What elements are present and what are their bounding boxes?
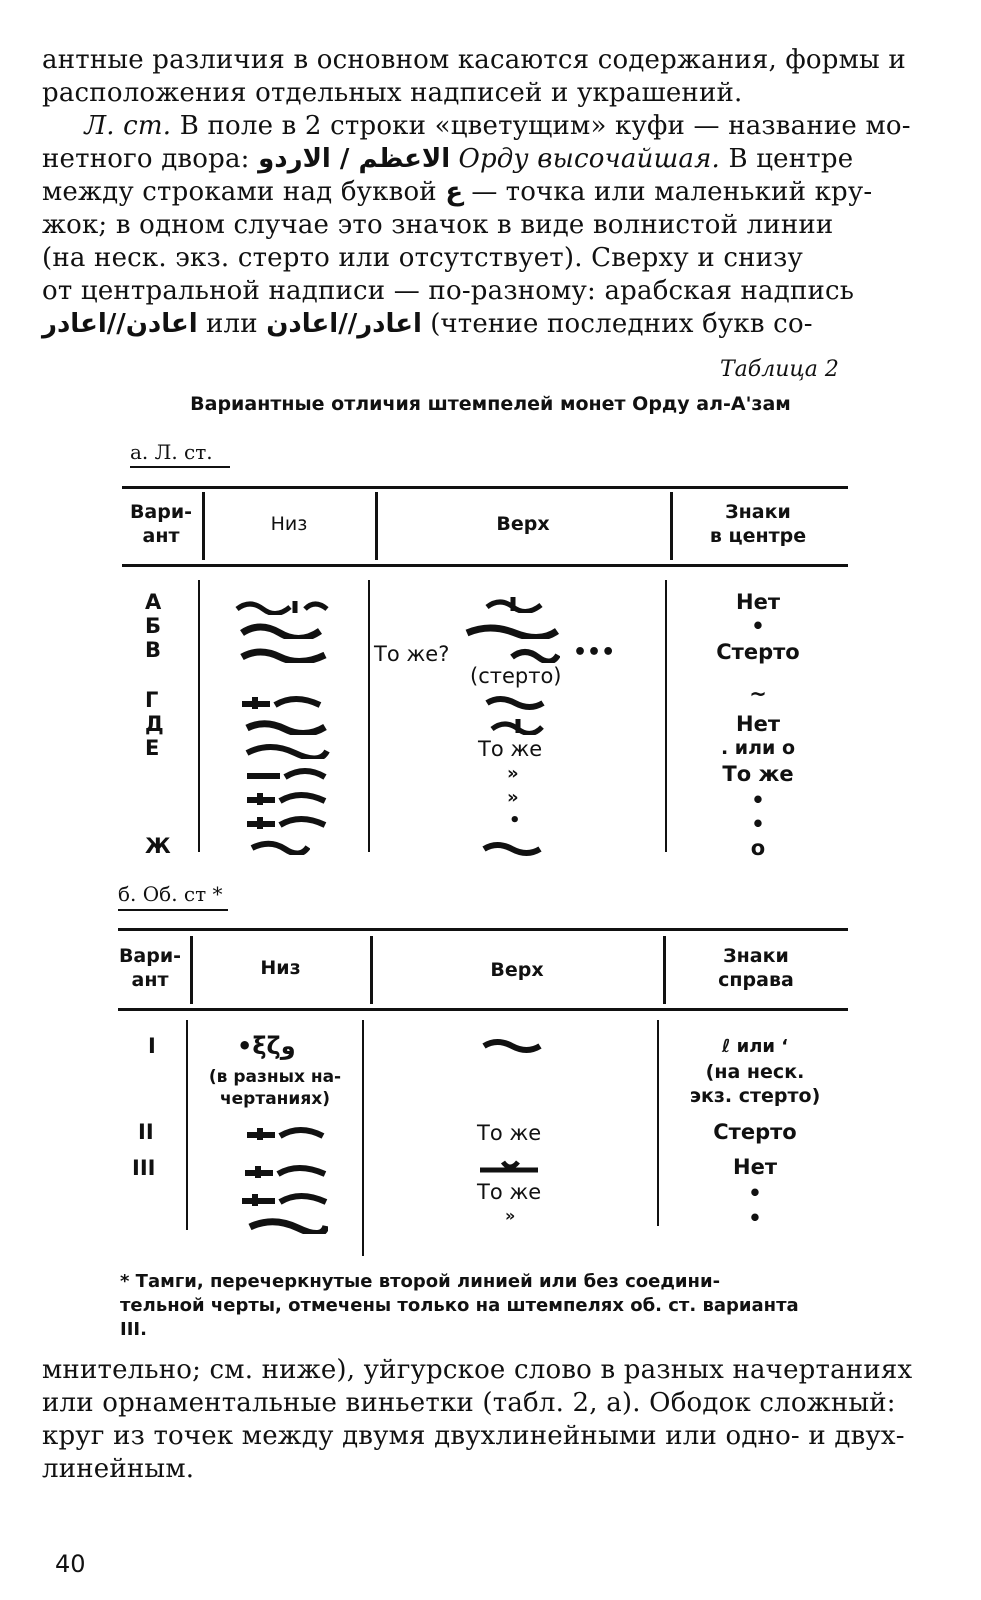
right-value: • (748, 1206, 762, 1230)
vignette-glyph-icon (485, 693, 545, 709)
label-underline (130, 466, 230, 468)
text-line: антные различия в основном касаются содержания, формы и (42, 45, 906, 75)
right-value: ℓ или ‘ (721, 1036, 789, 1057)
right-value: Стерто (713, 1120, 797, 1144)
same-mark: То же (477, 1121, 542, 1145)
text-span: или (197, 309, 267, 339)
vignette-glyph-icon (490, 717, 545, 733)
center-value: Нет (736, 712, 780, 736)
variant-d: Д (145, 712, 164, 736)
tamga-glyph-icon (245, 789, 330, 805)
text-line: (на неск. экз. стерто или отсутствует). Сверху и снизу (42, 243, 804, 273)
vignette-glyph-icon (510, 645, 560, 661)
table-a-header-rule (122, 564, 848, 567)
tamga-glyph-icon (245, 741, 330, 757)
arabic-inscription-2: اعادر//اعادن (266, 309, 422, 339)
text-line (42, 176, 922, 209)
ditto-mark: » (507, 787, 519, 808)
variant-iii: III (132, 1156, 156, 1180)
variant-a: А (145, 590, 162, 614)
arabic-mint-name: الاعظم / الاردو (258, 144, 451, 174)
center-value: • (751, 614, 765, 638)
vignette-glyph-icon (482, 839, 542, 855)
variant-ii: II (138, 1120, 154, 1144)
vignette-glyph-icon (478, 1158, 543, 1174)
arabic-letter: ع (445, 177, 464, 207)
arabic-inscription-1: اعادن//اعادر (42, 309, 198, 339)
label-underline (118, 909, 228, 911)
text-span: (чтение последних букв со- (421, 309, 813, 339)
ditto-mark: » (505, 1206, 516, 1225)
text-line: от центральной надписи — по-разному: арабская надпись (42, 276, 855, 306)
variant-e: Е (145, 736, 160, 760)
tamga-glyph-icon (245, 765, 330, 781)
same-mark: То же (477, 1180, 542, 1204)
center-value: То же (722, 762, 794, 786)
text-line: или орнаментальные виньетки (табл. 2, а). Ободок сложный: (42, 1388, 896, 1418)
text-span: — точка или маленький кру- (463, 177, 873, 207)
inscription-glyph-icon (235, 597, 330, 613)
tamga-glyph-icon (240, 1190, 330, 1206)
text-line (42, 143, 922, 176)
text-span: нетного двора: (42, 144, 259, 174)
text-line: линейным. (42, 1454, 195, 1484)
section-label-a: а. Л. ст. (130, 440, 213, 464)
column-divider (198, 580, 200, 852)
section-label-b: б. Об. ст * (118, 882, 223, 906)
vignette-glyph-icon (482, 1036, 542, 1052)
variant-g: Г (145, 688, 159, 712)
tamga-glyph-icon (245, 813, 330, 829)
text-line (42, 308, 922, 341)
ditto-mark: • (509, 810, 521, 831)
vignette-glyph-icon (485, 595, 545, 611)
inscription-glyph-icon (240, 621, 330, 637)
tamga-glyph-icon (240, 693, 325, 709)
column-divider (657, 1020, 659, 1226)
header-right: Знаки справа (718, 945, 794, 991)
variant-v: В (145, 638, 162, 662)
tamga-glyph-icon (250, 837, 310, 853)
paragraph-continuation (42, 1354, 922, 1486)
inscription-glyph-icon (465, 621, 560, 637)
text-line: мнительно; см. ниже), уйгурское слово в разных начертаниях (42, 1355, 913, 1385)
text-line (42, 110, 922, 143)
ditto-mark: » (507, 763, 519, 784)
header-variant: Вари- ант (118, 945, 182, 991)
same-mark: То же (478, 737, 543, 761)
bottom-note: (в разных на- чертаниях) (208, 1067, 342, 1109)
table-b-header-rule (118, 1008, 848, 1011)
tamga-glyph-icon (245, 717, 330, 733)
erased-note: (стерто) (470, 664, 562, 688)
center-value: • (751, 812, 765, 836)
header-top: Верх (490, 959, 544, 981)
right-value: Нет (733, 1155, 777, 1179)
header-bottom: Низ (260, 957, 301, 979)
right-value: • (748, 1181, 762, 1205)
text-span: В поле в 2 строки «цветущим» куфи — название мо- (171, 111, 911, 141)
header-center: Знаки в центре (709, 501, 807, 547)
bottom-inscription: •ξζو (237, 1032, 296, 1060)
table-a-top-rule (122, 486, 848, 489)
center-value: Нет (736, 590, 780, 614)
column-divider (186, 1020, 188, 1230)
variant-b: Б (145, 614, 162, 638)
variant-zh: Ж (145, 834, 171, 858)
column-divider (362, 1020, 364, 1256)
ellipsis-mark: ••• (573, 640, 616, 665)
mint-translation: Орду высочайшая. (450, 144, 720, 174)
same-question: То же? (374, 642, 450, 666)
paragraph-intro (42, 44, 922, 341)
center-value: Стерто (716, 640, 800, 664)
text-span: между строками над буквой (42, 177, 446, 207)
table-footnote: * Тамги, перечеркнутые второй линией или без соедини- тельной черты, отмечены только на штемпелях об. ст. варианта III. (120, 1271, 799, 1340)
header-top: Верх (496, 513, 550, 535)
text-span: В центре (720, 144, 854, 174)
center-value: • (751, 788, 765, 812)
text-line: жок; в одном случае это значок в виде волнистой линии (42, 210, 834, 240)
table-title: Вариантные отличия штемпелей монет Орду ал-А'зам (190, 393, 791, 415)
abbr-obverse: Л. ст. (84, 111, 172, 141)
header-bottom: Низ (270, 513, 308, 535)
tamga-glyph-icon (245, 1124, 325, 1140)
header-variant: Вари- ант (129, 501, 193, 547)
page-number: 40 (55, 1550, 86, 1578)
right-note: (на неск. экз. стерто) (689, 1061, 821, 1107)
text-line: расположения отдельных надписей и украшений. (42, 78, 743, 108)
center-value: о (750, 836, 766, 860)
table-number: Таблица 2 (720, 357, 839, 382)
tamga-glyph-icon (243, 1162, 328, 1178)
inscription-glyph-icon (240, 645, 330, 661)
tamga-glyph-icon (248, 1216, 328, 1232)
center-value: . или о (720, 737, 796, 759)
column-divider (368, 580, 370, 852)
table-b-top-rule (118, 928, 848, 931)
variant-i: I (148, 1034, 156, 1058)
column-divider (665, 580, 667, 852)
center-value: ~ (749, 682, 767, 706)
text-line: круг из точек между двумя двухлинейными или одно- и двух- (42, 1421, 905, 1451)
